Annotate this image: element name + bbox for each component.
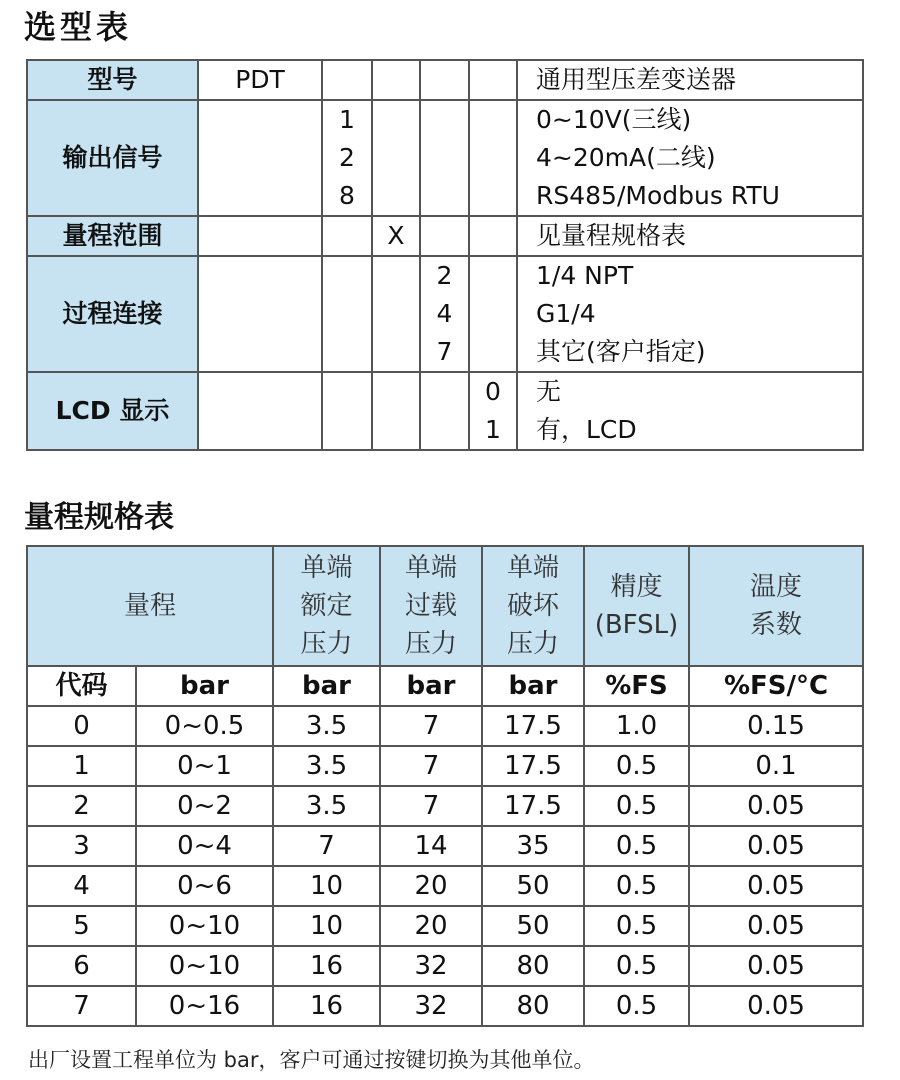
output-row (27, 100, 863, 216)
empty-cell (420, 216, 469, 256)
output-codes (322, 100, 372, 216)
table-cell: 0.05 (689, 786, 863, 826)
unit-cell: 代码 (27, 666, 136, 706)
table-cell: 3.5 (273, 786, 380, 826)
empty-cell (469, 216, 517, 256)
unit-cell: %FS/°C (689, 666, 863, 706)
unit-cell: bar (482, 666, 584, 706)
table-cell: 7 (380, 786, 482, 826)
header-line: 单端 (405, 553, 458, 583)
table-cell: 5 (27, 906, 136, 946)
output-desc: RS485/Modbus RTU (536, 181, 780, 210)
table-cell: 80 (482, 946, 584, 986)
table-cell: 20 (380, 906, 482, 946)
header-overload (380, 546, 482, 666)
table-cell: 0.05 (689, 826, 863, 866)
table-cell: 0~4 (136, 826, 273, 866)
empty-cell (372, 372, 420, 450)
table-cell: 0~16 (136, 986, 273, 1026)
table-cell: 0.1 (689, 746, 863, 786)
header-line: 单端 (507, 553, 560, 583)
empty-cell (372, 256, 420, 372)
process-code: 7 (436, 337, 453, 366)
output-desc: 4~20mA(二线) (536, 143, 716, 172)
range-code: X (372, 216, 420, 256)
spec-body (27, 706, 863, 1026)
table-row (27, 746, 863, 786)
unit-cell: bar (273, 666, 380, 706)
table-cell: 0.05 (689, 906, 863, 946)
table-cell: 17.5 (482, 746, 584, 786)
empty-cell (322, 372, 372, 450)
lcd-code: 1 (485, 415, 501, 444)
spec-title: 量程规格表 (24, 500, 174, 535)
empty-cell (198, 216, 322, 256)
header-line: 破坏 (507, 591, 560, 621)
table-cell: 0~0.5 (136, 706, 273, 746)
empty-cell (469, 256, 517, 372)
process-row (27, 256, 863, 372)
empty-cell (420, 100, 469, 216)
table-cell: 80 (482, 986, 584, 1026)
output-code: 2 (339, 143, 355, 172)
table-cell: 0.15 (689, 706, 863, 746)
table-cell: 0.05 (689, 866, 863, 906)
header-range: 量程 (27, 546, 273, 666)
table-cell: 32 (380, 986, 482, 1026)
table-cell: 7 (380, 706, 482, 746)
unit-row (27, 666, 863, 706)
table-row (27, 706, 863, 746)
table-cell: 50 (482, 866, 584, 906)
table-cell: 7 (27, 986, 136, 1026)
table-cell: 0.05 (689, 946, 863, 986)
empty-cell (198, 256, 322, 372)
lcd-row (27, 372, 863, 450)
unit-cell: bar (380, 666, 482, 706)
table-cell: 0~2 (136, 786, 273, 826)
table-cell: 0.5 (584, 906, 689, 946)
empty-cell (198, 100, 322, 216)
selection-title: 选型表 (24, 8, 133, 46)
table-row (27, 786, 863, 826)
spec-header-row (27, 546, 863, 666)
table-cell: 0.05 (689, 986, 863, 1026)
header-temp (689, 546, 863, 666)
model-value: PDT (198, 60, 322, 100)
table-row (27, 986, 863, 1026)
range-desc: 见量程规格表 (517, 216, 863, 256)
table-cell: 4 (27, 866, 136, 906)
header-line: 单端 (300, 553, 353, 583)
table-cell: 1 (27, 746, 136, 786)
header-line: 温度 (750, 572, 803, 602)
lcd-desc: 无 (536, 377, 562, 406)
empty-cell (420, 60, 469, 100)
table-cell: 2 (27, 786, 136, 826)
table-row (27, 866, 863, 906)
table-cell: 32 (380, 946, 482, 986)
lcd-desc: 有，LCD (536, 415, 637, 444)
process-code: 2 (436, 261, 453, 290)
table-cell: 6 (27, 946, 136, 986)
table-row (27, 906, 863, 946)
table-cell: 7 (380, 746, 482, 786)
model-label: 型号 (27, 60, 198, 100)
unit-cell: bar (136, 666, 273, 706)
lcd-label: LCD 显示 (27, 372, 198, 450)
empty-cell (420, 372, 469, 450)
range-label: 量程范围 (27, 216, 198, 256)
header-burst (482, 546, 584, 666)
selection-table (26, 59, 864, 451)
empty-cell (469, 60, 517, 100)
table-cell: 0.5 (584, 946, 689, 986)
model-desc: 通用型压差变送器 (517, 60, 863, 100)
table-cell: 0 (27, 706, 136, 746)
table-cell: 3 (27, 826, 136, 866)
table-cell: 0.5 (584, 866, 689, 906)
table-cell: 3.5 (273, 706, 380, 746)
table-cell: 35 (482, 826, 584, 866)
table-cell: 16 (273, 946, 380, 986)
table-row (27, 946, 863, 986)
empty-cell (322, 216, 372, 256)
header-line: 过载 (405, 591, 458, 621)
table-cell: 0.5 (584, 786, 689, 826)
output-label: 输出信号 (27, 100, 198, 216)
header-line: 额定 (300, 591, 353, 621)
table-cell: 0~1 (136, 746, 273, 786)
table-cell: 1.0 (584, 706, 689, 746)
table-cell: 50 (482, 906, 584, 946)
table-cell: 10 (273, 906, 380, 946)
empty-cell (322, 256, 372, 372)
process-desc: G1/4 (536, 299, 596, 328)
unit-cell: %FS (584, 666, 689, 706)
table-cell: 0.5 (584, 826, 689, 866)
header-line: 精度 (610, 572, 663, 602)
table-cell: 3.5 (273, 746, 380, 786)
table-cell: 10 (273, 866, 380, 906)
table-cell: 0~6 (136, 866, 273, 906)
model-row (27, 60, 863, 100)
empty-cell (372, 60, 420, 100)
output-desc: 0~10V(三线) (536, 105, 692, 134)
empty-cell (198, 372, 322, 450)
table-cell: 20 (380, 866, 482, 906)
process-codes (420, 256, 469, 372)
table-cell: 16 (273, 986, 380, 1026)
process-descs (517, 256, 863, 372)
header-line: 压力 (507, 629, 560, 659)
empty-cell (469, 100, 517, 216)
table-cell: 0~10 (136, 906, 273, 946)
process-desc: 1/4 NPT (536, 261, 634, 290)
table-cell: 0.5 (584, 986, 689, 1026)
empty-cell (372, 100, 420, 216)
header-accuracy (584, 546, 689, 666)
lcd-code: 0 (485, 377, 501, 406)
empty-cell (322, 60, 372, 100)
table-cell: 0.5 (584, 746, 689, 786)
footer-note: 出厂设置工程单位为 bar，客户可通过按键切换为其他单位。 (28, 1048, 595, 1072)
header-line: 压力 (300, 629, 353, 659)
header-line: 压力 (405, 629, 458, 659)
range-row (27, 216, 863, 256)
output-code: 8 (339, 181, 355, 210)
header-rated (273, 546, 380, 666)
header-line: (BFSL) (594, 610, 679, 640)
process-label: 过程连接 (27, 256, 198, 372)
lcd-descs (517, 372, 863, 450)
table-row (27, 826, 863, 866)
process-code: 4 (436, 299, 453, 328)
process-desc: 其它(客户指定) (536, 337, 706, 366)
header-line: 系数 (750, 610, 803, 640)
table-cell: 17.5 (482, 786, 584, 826)
table-cell: 14 (380, 826, 482, 866)
lcd-codes (469, 372, 517, 450)
output-descs (517, 100, 863, 216)
table-cell: 7 (273, 826, 380, 866)
output-code: 1 (339, 105, 355, 134)
table-cell: 17.5 (482, 706, 584, 746)
spec-table (26, 545, 864, 1027)
table-cell: 0~10 (136, 946, 273, 986)
